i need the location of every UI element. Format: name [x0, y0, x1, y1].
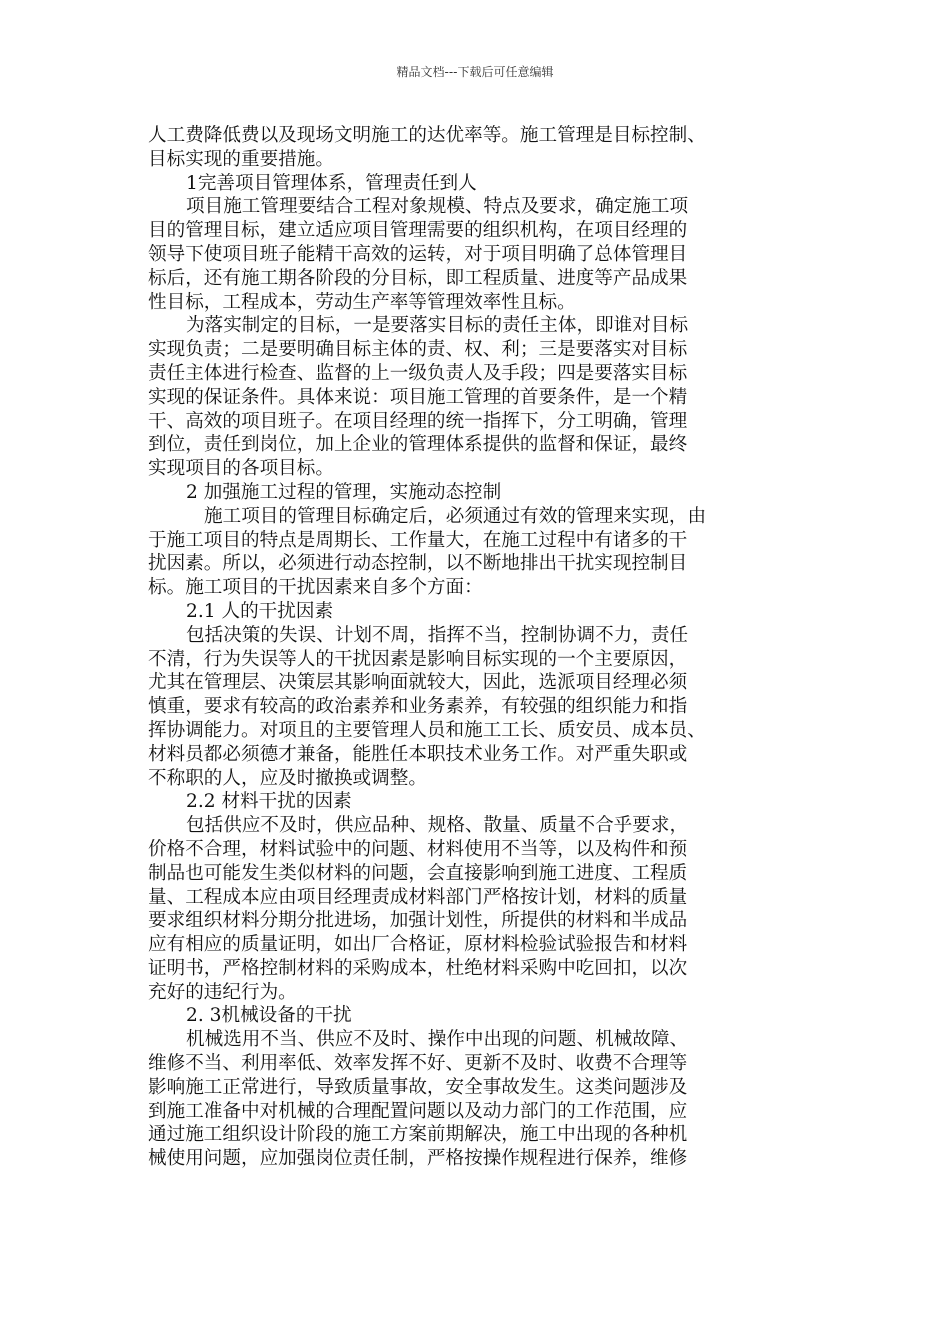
text-line: 影响施工正常进行，导致质量事故，安全事故发生。这类问题涉及 [148, 1076, 688, 1098]
text-line: 目标实现的重要措施。 [148, 148, 334, 170]
text-line: 到位，责任到岗位，加上企业的管理体系提供的监督和保证，最终 [148, 434, 688, 456]
page-header: 精品文档---下载后可任意编辑 [396, 65, 554, 79]
text-line: 1完善项目管理体系，管理责任到人 [186, 172, 477, 194]
text-line: 实现项目的各项目标。 [148, 458, 334, 480]
text-line: 不清，行为失误等人的干扰因素是影响目标实现的一个主要原因， [148, 648, 688, 670]
text-line: 2.2 材料干扰的因素 [186, 791, 352, 813]
text-line: 2 加强施工过程的管理，实施动态控制 [186, 481, 502, 503]
text-line: 人工费降低费以及现场文明施工的达优率等。施工管理是目标控制、 [148, 125, 706, 146]
text-line: 扰因素。所以，必须进行动态控制，以不断地排出干扰实现控制目 [148, 553, 688, 575]
text-line: 包括决策的失误、计划不周，指挥不当，控制协调不力，责任 [186, 624, 689, 646]
text-line: 目的管理目标，建立适应项目管理需要的组织机构，在项目经理的 [148, 220, 688, 242]
text-line: 尤其在管理层、决策层其影响面就较大，因此，选派项目经理必须 [148, 672, 688, 694]
text-line: 2.1 人的干扰因素 [186, 600, 334, 622]
text-line: 量、工程成本应由项目经理责成材料部门严格按计划，材料的质量 [148, 886, 688, 908]
document-body [148, 124, 808, 1171]
text-line: 充好的违纪行为。 [148, 981, 297, 1003]
text-line: 性目标，工程成本，劳动生产率等管理效率性且标。 [148, 291, 576, 313]
text-line: 材料员都必须德才兼备，能胜任本职技术业务工作。对严重失职或 [148, 743, 688, 765]
text-line: 挥协调能力。对项且的主要管理人员和施工工长、质安员、成本员、 [148, 719, 706, 741]
text-line: 2. 3机械设备的干扰 [186, 1005, 352, 1027]
text-line: 要求组织材料分期分批进场，加强计划性，所提供的材料和半成品 [148, 910, 688, 932]
text-line: 干、高效的项目班子。在项目经理的统一指挥下，分工明确，管理 [148, 410, 688, 432]
text-line: 实现负责；二是要明确目标主体的责、权、利；三是要落实对目标 [148, 339, 688, 361]
text-line: 标后，还有施工期各阶段的分目标，即工程质量、进度等产品成果 [148, 267, 688, 289]
text-line: 制品也可能发生类似材料的问题，会直接影响到施工进度、工程质 [148, 862, 688, 884]
text-line: 领导下使项目班子能精干高效的运转，对于项目明确了总体管理目 [148, 243, 688, 265]
text-line: 标。施工项目的干扰因素来自多个方面： [148, 577, 483, 599]
text-line: 包括供应不及时，供应品种、规格、散量、质量不合乎要求， [186, 815, 689, 837]
text-line: 应有相应的质量证明，如出厂合格证，原材料检验试验报告和材料 [148, 934, 688, 956]
text-line: 证明书，严格控制材料的采购成本，杜绝材料采购中吃回扣，以次 [148, 957, 688, 979]
text-line: 实现的保证条件。具体来说：项目施工管理的首要条件，是一个精 [148, 386, 688, 408]
text-line: 维修不当、利用率低、效率发挥不好、更新不及时、收费不合理等 [148, 1053, 688, 1075]
text-line: 到施工准备中对机械的合理配置问题以及动力部门的工作范围，应 [148, 1100, 688, 1122]
text-line: 项目施工管理要结合工程对象规模、特点及要求，确定施工项 [186, 196, 689, 218]
text-line: 慎重，要求有较高的政治素养和业务素养，有较强的组织能力和指 [148, 696, 688, 718]
text-line: 责任主体进行检查、监督的上一级负责人及手段；四是要落实目标 [148, 362, 688, 384]
text-line: 为落实制定的目标，一是要落实目标的责任主体，即谁对目标 [186, 315, 689, 337]
text-line: 于施工项目的特点是周期长、工作量大，在施工过程中有诸多的干 [148, 529, 688, 551]
text-line: 不称职的人，应及时撤换或调整。 [148, 767, 427, 789]
text-line: 机械选用不当、供应不及时、操作中出现的问题、机械故障、 [186, 1029, 689, 1051]
text-line: 价格不合理，材料试验中的问题、材料使用不当等，以及构件和预 [148, 838, 688, 860]
text-line: 械使用问题，应加强岗位责任制，严格按操作规程进行保养，维修 [148, 1148, 688, 1170]
text-line: 通过施工组织设计阶段的施工方案前期解决，施工中出现的各种机 [148, 1124, 688, 1146]
text-line: 施工项目的管理目标确定后，必须通过有效的管理来实现，由 [204, 505, 707, 527]
